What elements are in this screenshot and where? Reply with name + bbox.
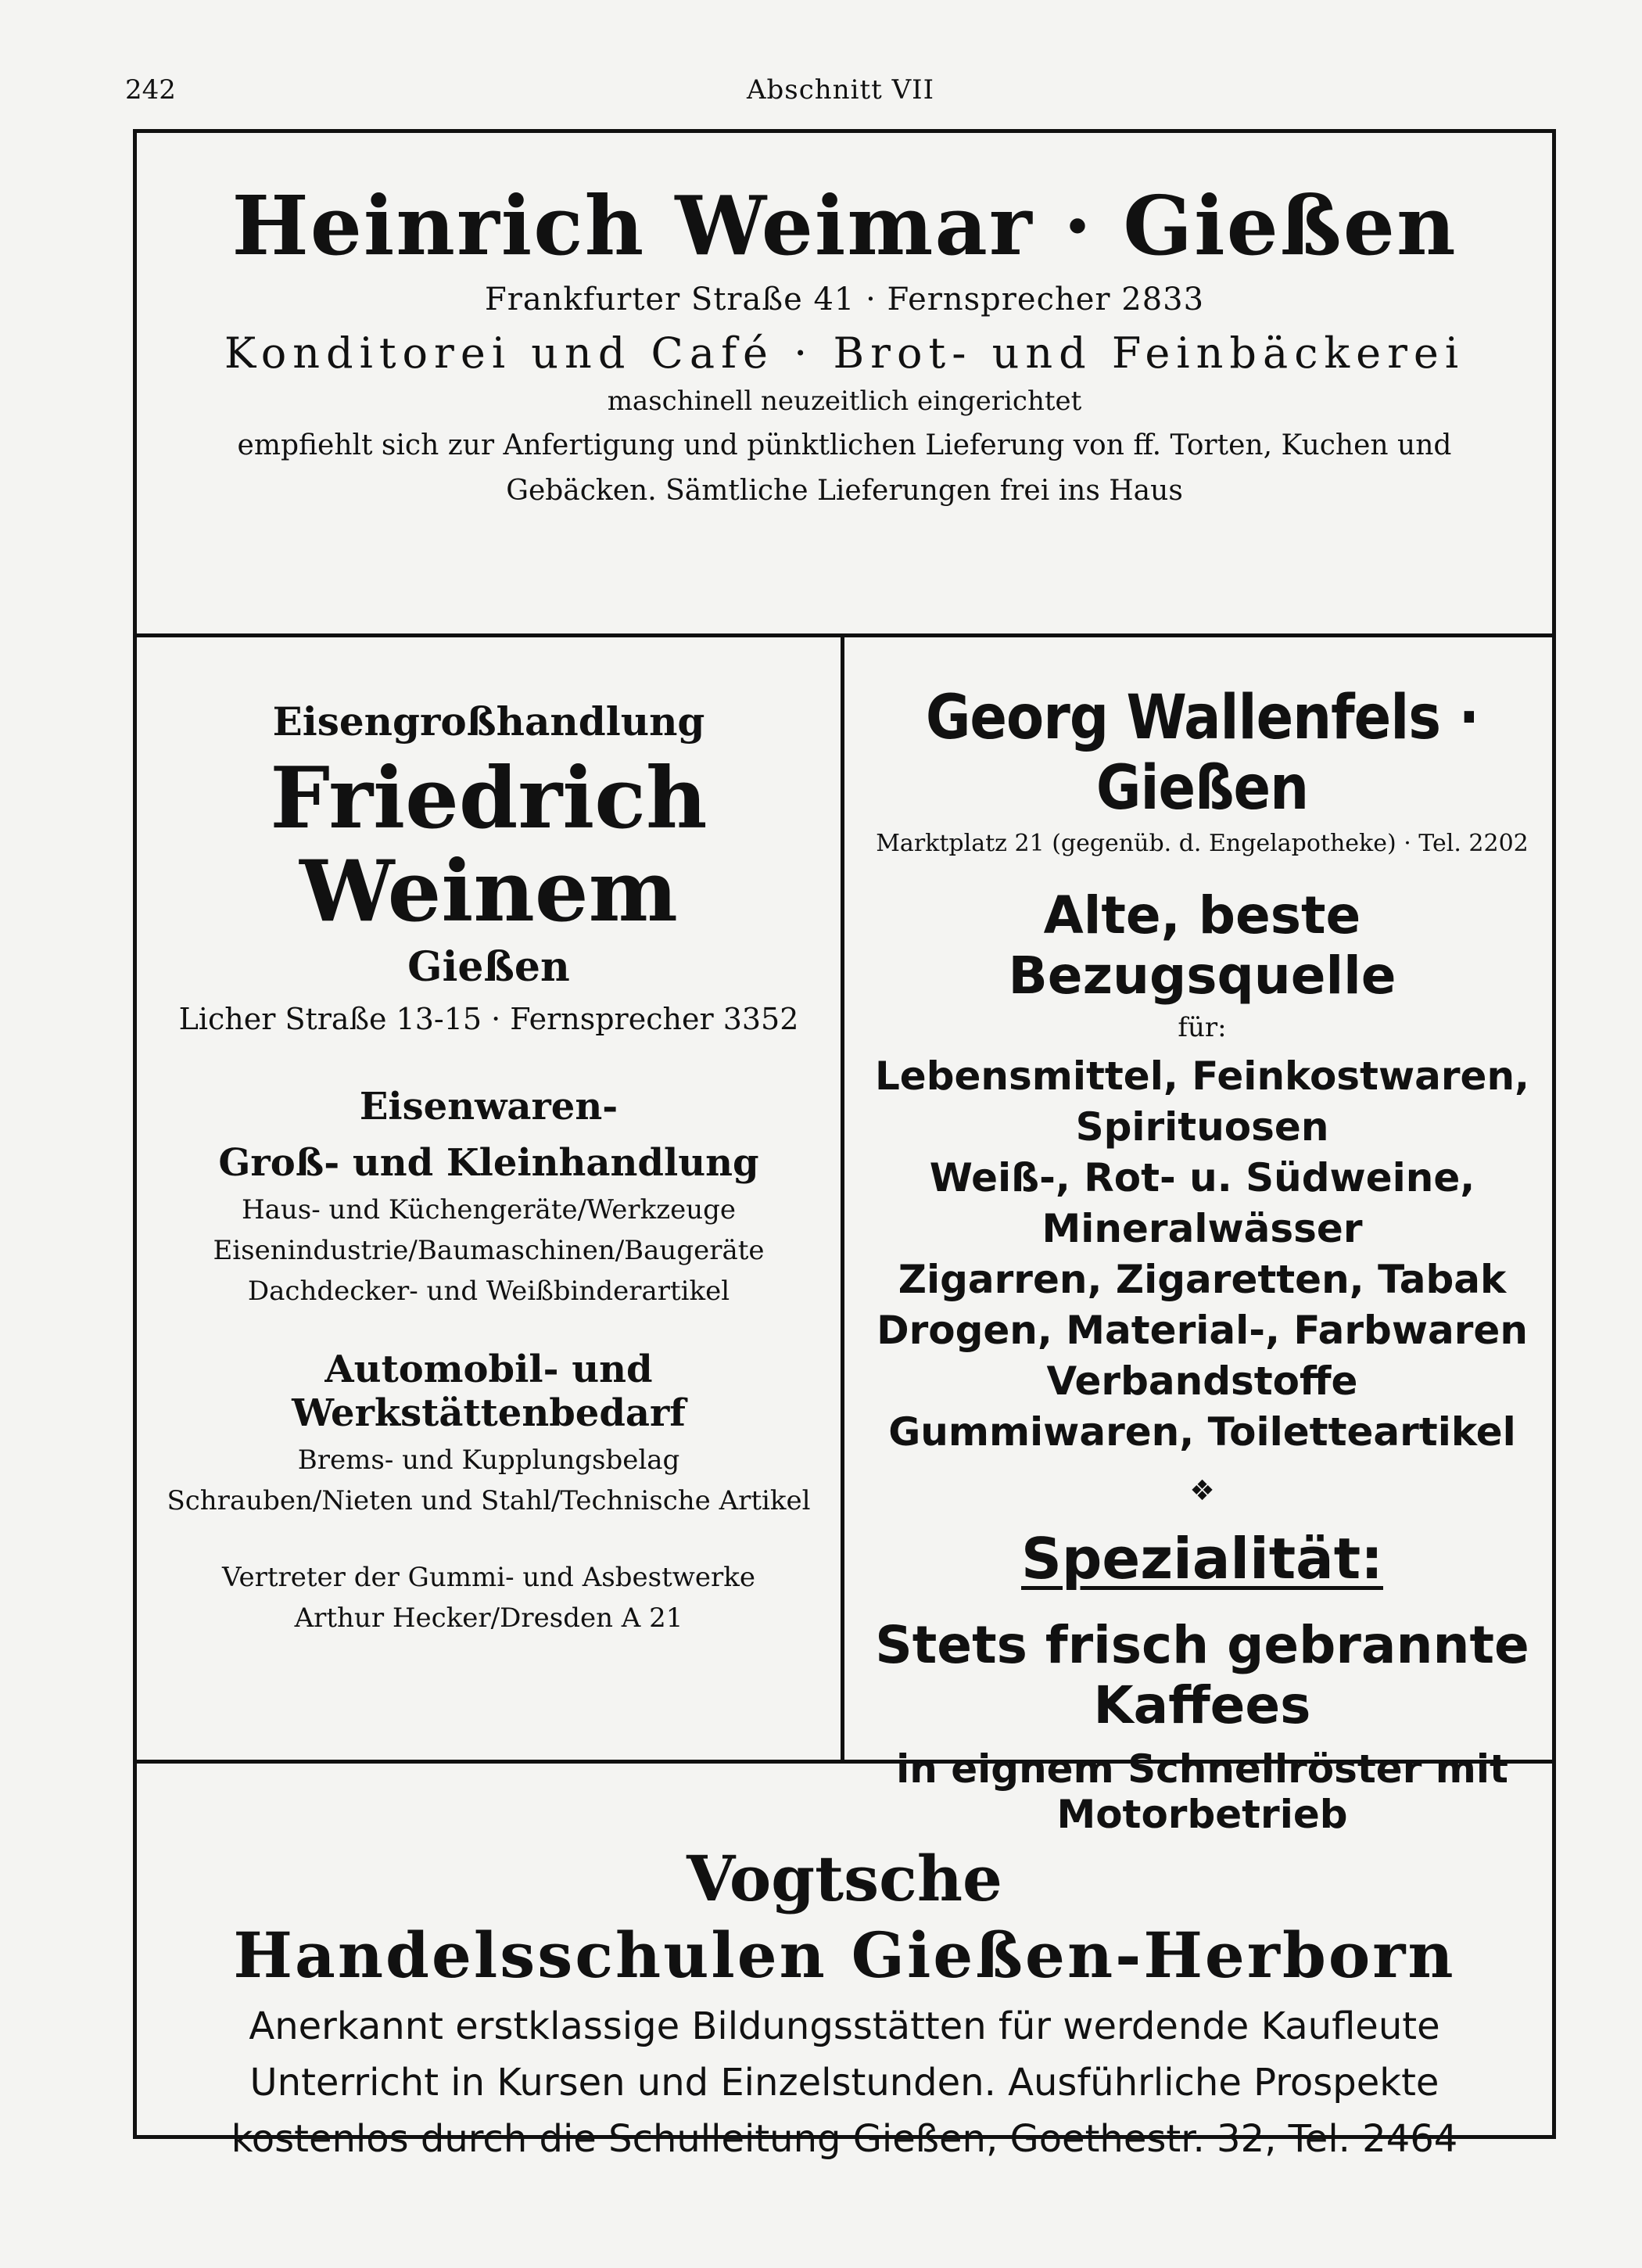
wallenfels-slogan: Alte, beste Bezugsquelle	[1008, 885, 1396, 1006]
section-label: Abschnitt VII	[746, 74, 935, 106]
weimar-equipment: maschinell neuzeitlich eingerichtet	[607, 386, 1082, 418]
weinem-representative: Arthur Hecker/Dresden A 21	[294, 1602, 683, 1634]
weinem-representative: Vertreter der Gummi- und Asbestwerke	[222, 1561, 755, 1593]
weimar-address: Frankfurter Straße 41 · Fernsprecher 2833	[484, 282, 1205, 318]
weinem-name: Friedrich Weinem	[270, 749, 708, 941]
weimar-recommendation: empfiehlt sich zur Anfertigung und pünktlichen Lieferung von ff. Torten, Kuchen und Gebäcken. Sämtliche Lieferungen frei ins Haus	[237, 429, 1452, 507]
page-header	[125, 74, 1556, 121]
weinem-kind: Eisengroßhandlung	[272, 698, 705, 745]
weimar-firm-name: Heinrich Weimar · Gießen	[231, 178, 1457, 274]
wallenfels-address: Marktplatz 21 (gegenüb. d. Engelapotheke) · Tel. 2202	[876, 830, 1529, 857]
vogt-text: Anerkannt erstklassige Bildungsstätten für werdende Kaufleute	[249, 2004, 1440, 2048]
goods-item: Zigarren, Zigaretten, Tabak	[898, 1257, 1507, 1302]
goods-item: Drogen, Material-, Farbwaren	[877, 1308, 1528, 1353]
weinem-city: Gießen	[407, 942, 570, 991]
ad-wallenfels	[844, 637, 1560, 1837]
weimar-trade: Konditorei und Café · Brot- und Feinbäckerei	[224, 328, 1465, 379]
weinem-line: Brems- und Kupplungsbelag	[297, 1444, 680, 1476]
vogt-text: kostenlos durch die Schulleitung Gießen, Goethestr. 32, Tel. 2464	[231, 2117, 1458, 2161]
goods-item: Verbandstoffe	[1046, 1358, 1358, 1404]
ad-weinem	[137, 637, 841, 1760]
wallenfels-special-line: Stets frisch gebrannte Kaffees	[875, 1615, 1529, 1735]
advertisement-frame	[133, 129, 1556, 2161]
wallenfels-name: Georg Wallenfels · Gießen	[925, 683, 1479, 824]
wallenfels-special-sub: in eignem Schnellröster mit Motorbetrieb	[896, 1746, 1508, 1837]
weinem-heading-trade: Groß- und Kleinhandlung	[218, 1140, 759, 1185]
weinem-line: Haus- und Küchengeräte/Werkzeuge	[241, 1193, 737, 1226]
weinem-line: Eisenindustrie/Baumaschinen/Baugeräte	[213, 1234, 765, 1266]
weinem-line: Dachdecker- und Weißbinderartikel	[247, 1275, 730, 1307]
weinem-address: Licher Straße 13-15 · Fernsprecher 3352	[178, 1001, 799, 1036]
goods-item: Gummiwaren, Toiletteartikel	[888, 1409, 1516, 1455]
weinem-heading-automobile: Automobil- und Werkstättenbedarf	[292, 1347, 686, 1435]
vogt-title-line1: Vogtsche	[687, 1842, 1002, 1915]
ad-weimar	[137, 133, 1552, 633]
wallenfels-special-heading: Spezialität:	[1021, 1526, 1383, 1592]
vogt-title-line2: Handelsschulen Gießen-Herborn	[233, 1918, 1456, 1992]
wallenfels-goods-list	[844, 1051, 1560, 1458]
vogt-text: Unterricht in Kursen und Einzelstunden. Ausführliche Prospekte	[249, 2061, 1439, 2105]
weinem-line: Schrauben/Nieten und Stahl/Technische Artikel	[167, 1484, 811, 1516]
ad-vogt	[137, 1764, 1552, 2161]
wallenfels-for: für:	[1178, 1012, 1227, 1043]
goods-item: Lebensmittel, Feinkostwaren, Spirituosen	[874, 1053, 1530, 1150]
page-number: 242	[125, 74, 176, 106]
goods-item: Weiß-, Rot- u. Südweine, Mineralwässer	[929, 1155, 1475, 1251]
ornament-icon: ❖	[1189, 1475, 1215, 1507]
weinem-heading-ironware: Eisenwaren-	[359, 1084, 618, 1129]
